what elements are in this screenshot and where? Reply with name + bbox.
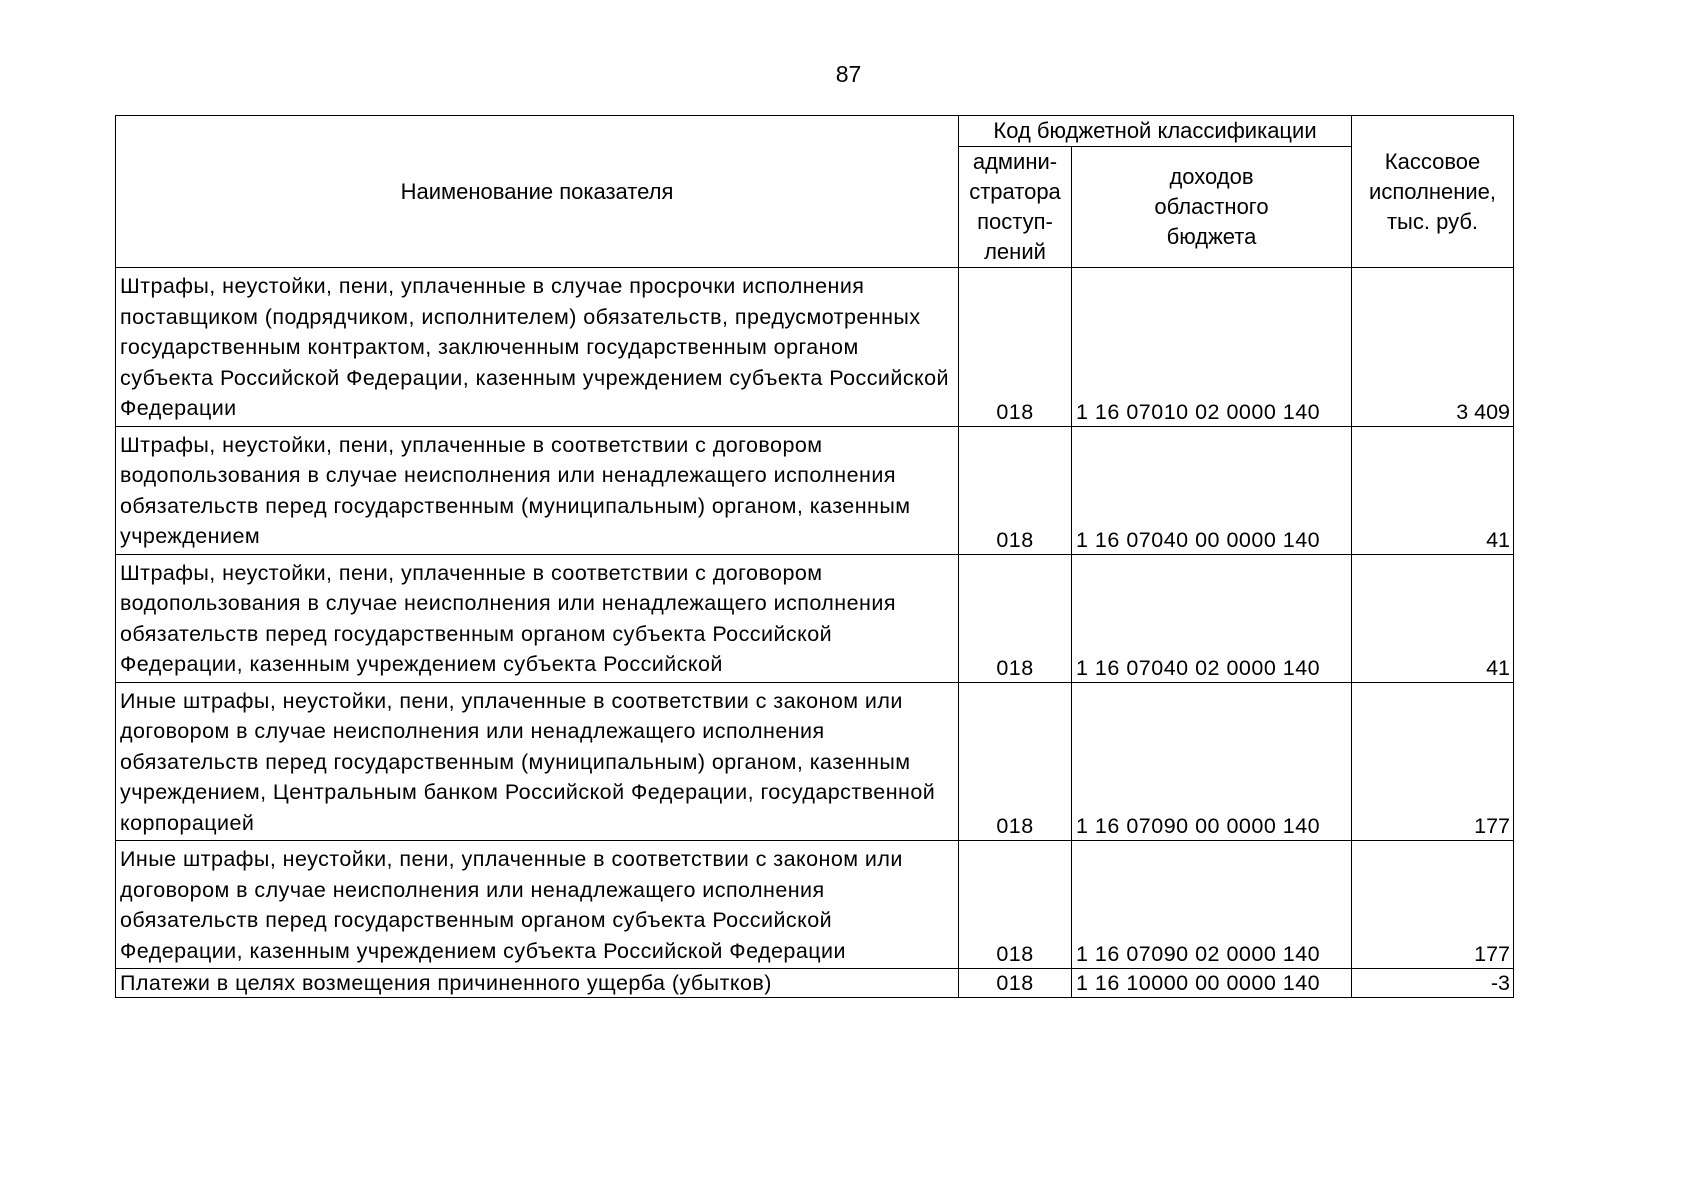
table-row xyxy=(116,554,1514,682)
row-indicator-name: Штрафы, неустойки, пени, уплаченные в соответствии с договором водопользования в случае неисполнения или ненадлежащего исполнения обязательств перед государственным (муниципальным) органом, казенным учреждением xyxy=(116,426,959,554)
row-administrator-code: 018 xyxy=(959,554,1072,682)
row-revenue-code: 1 16 07090 02 0000 140 xyxy=(1072,841,1352,969)
row-amount: 177 xyxy=(1352,682,1514,841)
table-row xyxy=(116,841,1514,969)
row-revenue-code: 1 16 07090 00 0000 140 xyxy=(1072,682,1352,841)
table-row xyxy=(116,969,1514,998)
row-amount: 41 xyxy=(1352,426,1514,554)
row-revenue-code: 1 16 07010 02 0000 140 xyxy=(1072,268,1352,427)
table-row xyxy=(116,426,1514,554)
header-cash-execution: Кассовое исполнение, тыс. руб. xyxy=(1352,116,1514,268)
row-revenue-code: 1 16 10000 00 0000 140 xyxy=(1072,969,1352,998)
row-administrator-code: 018 xyxy=(959,426,1072,554)
row-indicator-name: Иные штрафы, неустойки, пени, уплаченные в соответствии с законом или договором в случае неисполнения или ненадлежащего исполнения обязательств перед государственным органом субъекта Российской Федерации, казенным учреждением субъекта Российской Федерации xyxy=(116,841,959,969)
budget-revenue-table xyxy=(115,115,1514,998)
row-amount: -3 xyxy=(1352,969,1514,998)
row-amount: 41 xyxy=(1352,554,1514,682)
page-number: 87 xyxy=(835,61,862,87)
header-indicator-name: Наименование показателя xyxy=(116,116,959,268)
row-amount: 3 409 xyxy=(1352,268,1514,427)
row-indicator-name: Иные штрафы, неустойки, пени, уплаченные в соответствии с законом или договором в случае неисполнения или ненадлежащего исполнения обязательств перед государственным (муниципальным) органом, казенным учреждением, Центральным банком Российской Федерации, государственной корпорацией xyxy=(116,682,959,841)
row-indicator-name: Платежи в целях возмещения причиненного ущерба (убытков) xyxy=(116,969,959,998)
table-row xyxy=(116,268,1514,427)
table-row xyxy=(116,682,1514,841)
header-administrator: админи- стратора поступ- лений xyxy=(959,147,1072,268)
row-indicator-name: Штрафы, неустойки, пени, уплаченные в соответствии с договором водопользования в случае неисполнения или ненадлежащего исполнения обязательств перед государственным органом субъекта Российской Федерации, казенным учреждением субъекта Российской xyxy=(116,554,959,682)
header-revenue-code: доходов областного бюджета xyxy=(1072,147,1352,268)
row-revenue-code: 1 16 07040 00 0000 140 xyxy=(1072,426,1352,554)
row-administrator-code: 018 xyxy=(959,268,1072,427)
row-revenue-code: 1 16 07040 02 0000 140 xyxy=(1072,554,1352,682)
row-indicator-name: Штрафы, неустойки, пени, уплаченные в случае просрочки исполнения поставщиком (подрядчиком, исполнителем) обязательств, предусмотренных государственным контрактом, заключенным государственным органом субъекта Российской Федерации, казенным учреждением субъекта Российской Федерации xyxy=(116,268,959,427)
row-administrator-code: 018 xyxy=(959,841,1072,969)
row-amount: 177 xyxy=(1352,841,1514,969)
row-administrator-code: 018 xyxy=(959,682,1072,841)
header-classification-code-group: Код бюджетной классификации xyxy=(959,116,1352,147)
row-administrator-code: 018 xyxy=(959,969,1072,998)
